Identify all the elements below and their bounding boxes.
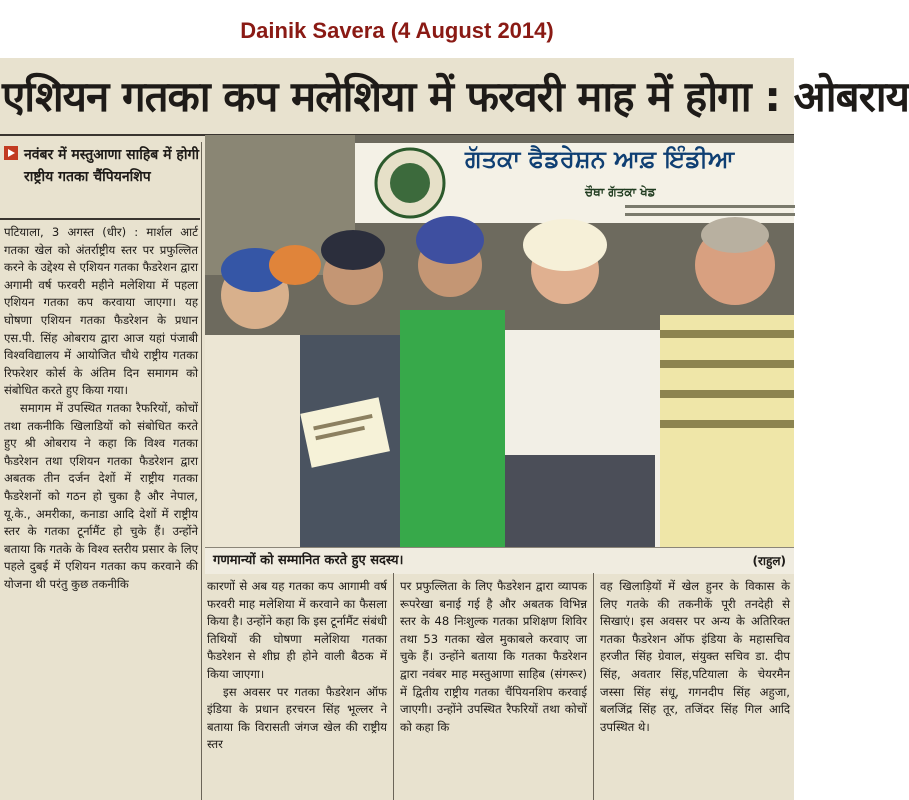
article-paragraph: इस अवसर पर गतका फैडरेशन ऑफ इंडिया के प्रधान हरचरन सिंह भूल्लर ने बताया कि विरासती जंगज खेल की राष्ट्रीय स्तर <box>207 684 387 752</box>
article-paragraph: कारणों से अब यह गतका कप आगामी वर्ष फरवरी माह मलेशिया में करवाने का फैसला किया है। उन्होंने कहा कि इस टूर्नामैंट संबंधी तिथियों की घोषणा मलेशिया गतका फैडरेशन से शीघ्र ही होने वाली बैठक में किया जाएगा। <box>207 579 387 681</box>
newspaper-clipping <box>0 58 909 800</box>
column-divider <box>393 573 394 800</box>
subhead-rule <box>0 218 200 220</box>
banner-title: ਗੱਤਕਾ ਫੈਡਰੇਸ਼ਨ ਆਫ਼ ਇੰਡੀਆ <box>465 145 735 173</box>
headline: एशियन गतका कप मलेशिया में फरवरी माह में होगा : ओबराय <box>2 72 909 121</box>
news-photo <box>205 135 794 547</box>
article-paragraph: पटियाला, 3 अगस्त (धीर) : मार्शल आर्ट गतका खेल को अंतर्राष्ट्रीय स्तर पर प्रफुल्लित करने के उद्देश्य से एशियन गतका फैडरेशन द्वारा अगामी वर्ष फरवरी महीने मलेशिया में पहला एशियन गतका कप करवाया जाएगा। यह घोषणा एशियन गतका फैडरेशन के प्रधान एस.पी. सिंह ओबराय द्वारा आज यहां पंजाबी विश्वविद्यालय में आयोजित चौथे राष्ट्रीय गतका रिफरेशर कोर्स के अंतिम दिन समागम को संबोधित करते हुए किया गया। <box>4 225 198 398</box>
article-paragraph: वह खिलाड़ियों में खेल हुनर के विकास के लिए गतके की तकनीकें पूरी तनदेही से सिखाएं। इस अवसर पर अन्य के अतिरिक्त गतका फैडरेशन ऑफ इंडिया के महासचिव हरजीत सिंह ग्रेवाल, संयुक्त सचिव डा. दीप सिंह, अवतार सिंह,पटियाला के चेयरमैन जस्सा सिंह संधू, गगनदीप सिंह अहुजा, बलजिंद्र सिंह तूर, तजिंदर सिंह गिल आदि उपस्थित थे। <box>600 579 790 734</box>
photo-caption-bar <box>205 547 794 574</box>
banner-subtitle: ਚੌਥਾ ਗੱਤਕਾ ਖੇਡ <box>585 185 656 199</box>
arrow-marker-icon <box>4 146 18 160</box>
column-divider <box>201 142 202 800</box>
article-column-2 <box>207 578 387 800</box>
column-divider <box>593 573 594 800</box>
article-paragraph: समागम में उपस्थित गतका रैफरियों, कोचों तथा तकनीकि खिलाडियों को संबोधित करते हुए श्री ओबराय ने कहा कि विश्व गतका फैडरेशन तथा एशियन गतका फैडरेशन द्वारा अबतक तीन दर्जन देशों में राष्ट्रीय गतका फैडरेशनों को गठन हो चुका है और नेपाल, यू.के., अमरीका, कनाडा आदि देशों में राष्ट्रीय स्तर के गतका टूर्नामैंट हो चुके हैं। उन्होंने बताया कि गतके के विश्व स्तरीय प्रसार के लिए पहले दुबई में एशियन गतका कप करवाने की योजना थी परंतु कुछ तकनीकि <box>4 400 198 591</box>
article-paragraph: पर प्रफुल्लिता के लिए फैडरेशन द्वारा व्यापक रूपरेखा बनाई गई है और अबतक विभिन्न स्तर के 48 निःशुल्क गतका प्रशिक्षण शिविर तथा 53 गतका खेल मुकाबले करवाए जा चुके हैं। उन्होंने बताया कि गतका फैडरेशन द्वारा नवंबर माह मस्तुआणा साहिब (संगरूर) में द्वितीय राष्ट्रीय गतका चैंपियनशिप करवाई जाएगी। उन्होंने उपस्थित रैफरियों तथा कोचों को कहा कि <box>400 579 587 734</box>
photo-caption: गणमान्यों को सम्मानित करते हुए सदस्य। <box>213 553 404 568</box>
article-column-4 <box>600 578 790 800</box>
banner-line <box>625 213 795 216</box>
photo-credit: (राहुल) <box>752 554 786 568</box>
banner-line <box>625 205 795 208</box>
page-caption: Dainik Savera (4 August 2014) <box>240 18 554 43</box>
subheadline: नवंबर में मस्तुआणा साहिब में होगी राष्ट्रीय गतका चैंपियनशिप <box>24 147 199 185</box>
article-column-1 <box>4 224 198 800</box>
subheadline-box <box>0 144 200 214</box>
article-column-3 <box>400 578 587 800</box>
